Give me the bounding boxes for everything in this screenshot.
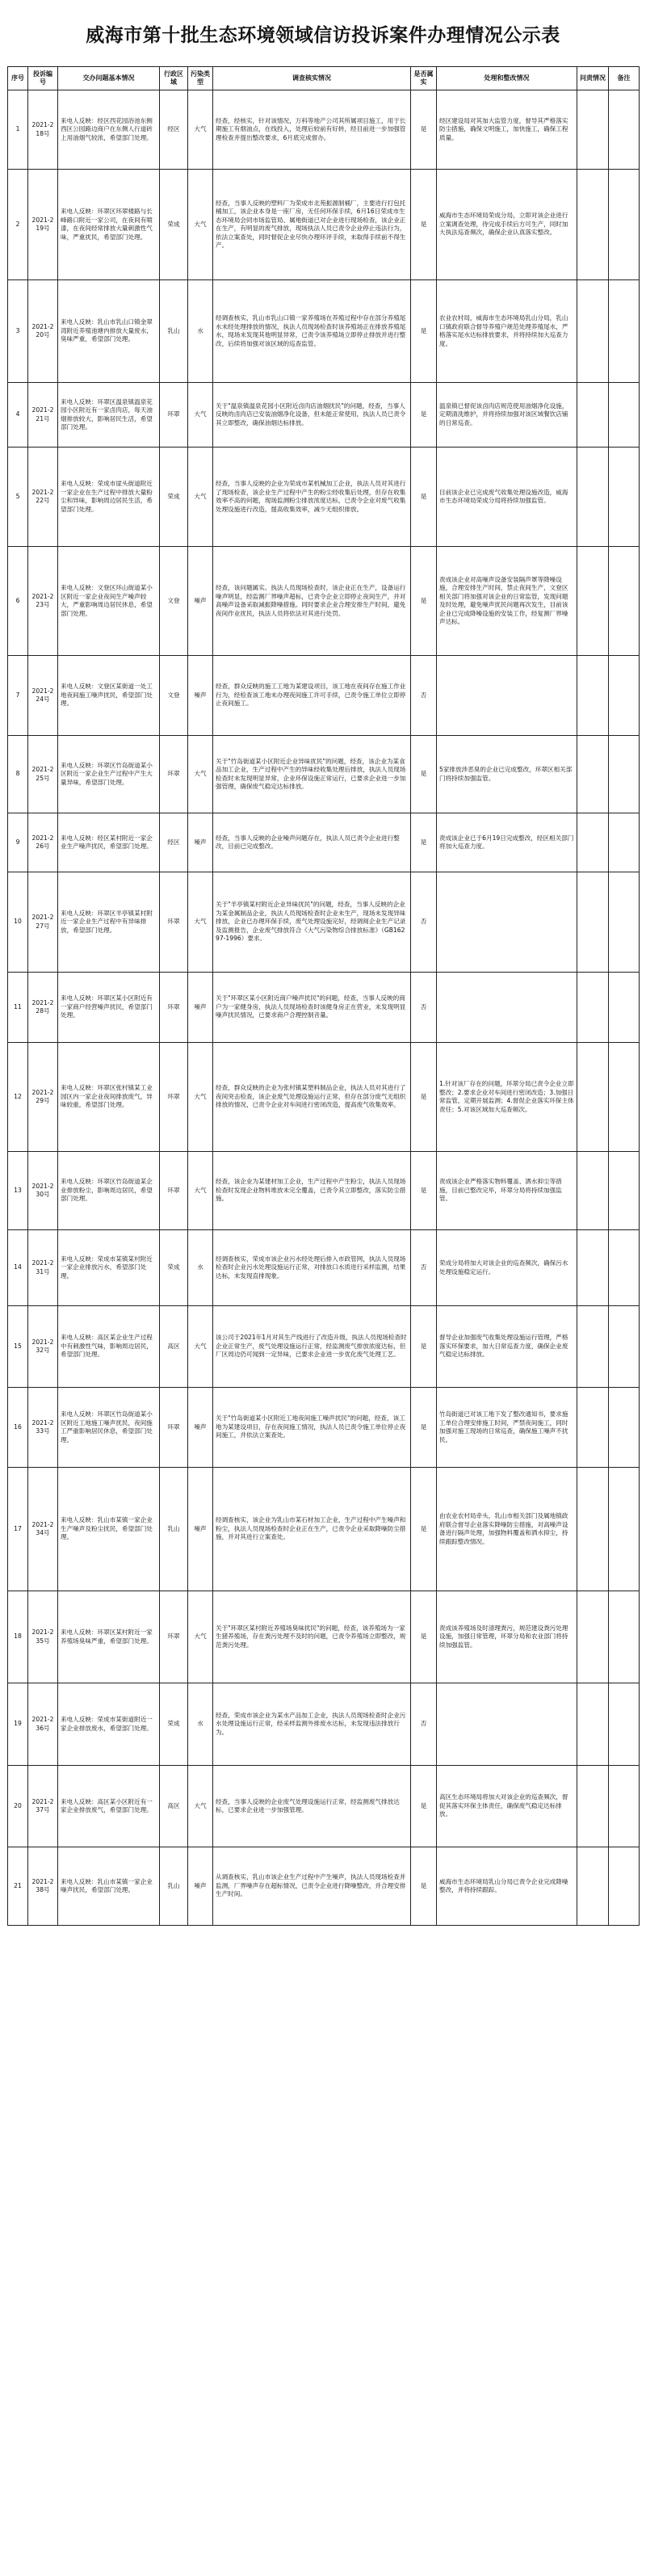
cell-true-flag: 是 [411, 1152, 437, 1230]
cell-issue: 来电人反映：经区西花园浴池东侧西区公园路边商户在东侧人行道砖上用油烟气较浓，希望部门处理。 [58, 90, 160, 170]
cell-investigation: 关于"竹岛街道某小区附近企业异味扰民"的问题，经查，该企业为某食品加工企业，生产过程中产生的异味经收集处理后排放，执法人员现场检查时未发现明显异常，企业环保设施正常运行，已要求企业进一步加强管理，确保废气稳定达标排放。 [213, 736, 411, 813]
cell-accountability [577, 1766, 609, 1847]
cell-handling: 荣成分局将加大对该企业的巡查频次，确保污水处理设施稳定运行。 [437, 1230, 577, 1306]
cell-type: 水 [188, 280, 213, 383]
table-row [8, 736, 640, 813]
cell-remark [609, 1043, 640, 1152]
cell-type: 大气 [188, 170, 213, 280]
cell-code: 2021-220号 [28, 280, 58, 383]
cell-district: 高区 [160, 1306, 188, 1388]
cell-no: 18 [8, 1591, 28, 1683]
cell-no: 17 [8, 1468, 28, 1591]
cell-type: 噪声 [188, 656, 213, 736]
cell-district: 文登 [160, 547, 188, 656]
cell-issue: 来电人反映：文登区环山街道某小区附近一家企业夜间生产噪声较大，严重影响周边居民休息，希望部门处理。 [58, 547, 160, 656]
cell-investigation: 关于"竹岛街道某小区附近工地夜间施工噪声扰民"的问题，经查，该工地为某建设项目，存在夜间施工情况，执法人员已责令施工单位停止夜间施工，并依法立案查处。 [213, 1388, 411, 1468]
cell-accountability [577, 1683, 609, 1766]
cell-type: 噪声 [188, 1468, 213, 1591]
cell-no: 19 [8, 1683, 28, 1766]
cell-investigation: 经查，群众反映的施工工地为某建设项目，该工地在夜间存在施工作业行为，经检查该工地未办理夜间施工许可手续，已责令施工单位立即停止夜间施工。 [213, 656, 411, 736]
cell-type: 噪声 [188, 813, 213, 872]
table-row [8, 813, 640, 872]
cell-investigation: 经查，当事人反映的企业为荣成市某机械加工企业，执法人员对其进行了现场检查，该企业生产过程中产生的粉尘经收集后处理，但存在收集效率不高的问题，现场监测粉尘排放浓度达标，已责令企业对废气收集处理设施进行改造，提高收集效率，减少无组织排放。 [213, 448, 411, 547]
cell-issue: 来电人反映：乳山市某镇一家企业噪声扰民，希望部门处理。 [58, 1847, 160, 1926]
cell-investigation: 从调查核实，乳山市该企业生产过程中产生噪声，执法人员现场检查并监测，厂界噪声存在超标情况，已责令企业进行降噪整改，并合理安排生产时间。 [213, 1847, 411, 1926]
cell-true-flag: 是 [411, 170, 437, 280]
cell-type: 大气 [188, 736, 213, 813]
cell-district: 乳山 [160, 1468, 188, 1591]
cell-handling: 目前该企业已完成废气收集处理设施改造，威海市生态环境局荣成分局将持续加强监管。 [437, 448, 577, 547]
cell-true-flag: 是 [411, 1766, 437, 1847]
cell-remark [609, 973, 640, 1043]
cell-remark [609, 383, 640, 448]
cell-handling [437, 872, 577, 973]
cell-accountability [577, 813, 609, 872]
cell-issue: 来电人反映：环翠区温泉镇温泉花园小区附近有一家卤肉店，每天油烟排放较大，影响居民生活，希望部门处理。 [58, 383, 160, 448]
cell-accountability [577, 547, 609, 656]
cell-remark [609, 1766, 640, 1847]
cell-district: 环翠 [160, 1152, 188, 1230]
cell-remark [609, 448, 640, 547]
cell-investigation: 关于"温泉镇温泉花园小区附近卤肉店油烟扰民"的问题，经查，当事人反映的卤肉店已安装油烟净化设备，但未能正常使用，执法人员已责令其立即整改，确保油烟达标排放。 [213, 383, 411, 448]
cell-district: 环翠 [160, 383, 188, 448]
header-investigation: 调查核实情况 [213, 67, 411, 90]
cell-remark [609, 872, 640, 973]
cell-accountability [577, 1043, 609, 1152]
cell-true-flag: 是 [411, 1306, 437, 1388]
cell-issue: 来电人反映：高区某企业生产过程中有刺激性气味，影响周边居民，希望部门处理。 [58, 1306, 160, 1388]
table-row [8, 656, 640, 736]
cell-true-flag: 是 [411, 1847, 437, 1926]
cell-handling: 威海市生态环境局荣成分局，立即对该企业进行立案调查处理，待完成手续后方可生产，同时加大执法巡查频次，确保企业认真落实整改。 [437, 170, 577, 280]
cell-handling: 温泉镇已督促该卤肉店规范使用油烟净化设施，定期清洗维护，并将持续加强对该区域餐饮店铺的日常巡查。 [437, 383, 577, 448]
cell-remark [609, 1152, 640, 1230]
table-row [8, 1152, 640, 1230]
cell-type: 水 [188, 1683, 213, 1766]
cell-type: 噪声 [188, 547, 213, 656]
header-accountability: 问责情况 [577, 67, 609, 90]
cell-remark [609, 1468, 640, 1591]
cell-remark [609, 547, 640, 656]
cell-handling: 责成该企业对高噪声设备安装隔声罩等降噪设施，合理安排生产时间，禁止夜间生产，文登区相关部门将加强对该企业的日常监管，发现问题及时处理，避免噪声扰民问题再次发生，目前该企业已完成降噪设施的安装工作，经复测厂界噪声达标。 [437, 547, 577, 656]
cell-investigation: 关于"环翠区某村附近养殖场臭味扰民"的问题，经查，该养殖场为一家生猪养殖场，存在粪污处理不及时的问题，已责令养殖场立即整改，规范粪污处理。 [213, 1591, 411, 1683]
cell-district: 环翠 [160, 1388, 188, 1468]
cell-no: 6 [8, 547, 28, 656]
cell-accountability [577, 1152, 609, 1230]
cell-issue: 来电人反映：环翠区竹岛街道某企业排放粉尘，影响周边居民，希望部门处理。 [58, 1152, 160, 1230]
cell-true-flag: 否 [411, 1230, 437, 1306]
cell-code: 2021-236号 [28, 1683, 58, 1766]
cell-investigation: 关于"环翠区某小区附近商户噪声扰民"的问题，经查，当事人反映的商户为一家健身房，执法人员现场检查时该健身房正在营业，未发现明显噪声扰民情况，已要求商户合理控制音量。 [213, 973, 411, 1043]
cell-issue: 来电人反映：环翠区羊亭镇某村附近一家企业生产过程中有异味排放，希望部门处理。 [58, 872, 160, 973]
cell-handling: 由农业农村局牵头，乳山市相关部门及属地镇政府联合督导企业落实降噪防尘措施，对高噪声设备进行隔声处理，加强物料覆盖和洒水抑尘，持续跟踪整改情况。 [437, 1468, 577, 1591]
cell-district: 荣成 [160, 1230, 188, 1306]
cell-handling: 1.针对该厂存在的问题，环翠分局已责令企业立即整改；2.要求企业对车间进行密闭改造；3.加强日常监管，定期开展监测；4.督促企业落实环保主体责任；5.对该区域加大巡查频次。 [437, 1043, 577, 1152]
cell-issue: 来电人反映：环翠区竹岛街道某小区附近一家企业生产过程中产生大量异味，希望部门处理。 [58, 736, 160, 813]
table-row [8, 448, 640, 547]
cell-accountability [577, 736, 609, 813]
cell-issue: 来电人反映：高区某小区附近有一家企业排放废气，希望部门处理。 [58, 1766, 160, 1847]
table-row [8, 547, 640, 656]
cell-true-flag: 是 [411, 547, 437, 656]
cell-code: 2021-223号 [28, 547, 58, 656]
cell-handling [437, 1683, 577, 1766]
cell-type: 大气 [188, 1591, 213, 1683]
cell-code: 2021-233号 [28, 1388, 58, 1468]
cell-handling: 督导企业加强废气收集处理设施运行管理，严格落实环保要求，加大日常巡查力度，确保企业废气稳定达标排放。 [437, 1306, 577, 1388]
cell-true-flag: 否 [411, 1683, 437, 1766]
cell-code: 2021-227号 [28, 872, 58, 973]
cell-type: 大气 [188, 1152, 213, 1230]
header-true-flag: 是否属实 [411, 67, 437, 90]
cell-type: 大气 [188, 1766, 213, 1847]
table-row [8, 872, 640, 973]
cell-type: 水 [188, 1230, 213, 1306]
cell-issue: 来电人反映：环翠区张村镇某工业园区内一家企业夜间排放废气，异味较重，希望部门处理。 [58, 1043, 160, 1152]
cell-true-flag: 否 [411, 872, 437, 973]
cell-issue: 来电人反映：环翠区竹岛街道某小区附近工地施工噪声扰民，夜间施工严重影响居民休息，希望部门处理。 [58, 1388, 160, 1468]
cell-remark [609, 1306, 640, 1388]
cell-remark [609, 813, 640, 872]
cell-issue: 来电人反映：荣成市崖头街道附近一家企业在生产过程中排放大量粉尘和异味，影响周边居民生活，希望部门处理。 [58, 448, 160, 547]
cell-district: 环翠 [160, 973, 188, 1043]
header-handling: 处理和整改情况 [437, 67, 577, 90]
cell-remark [609, 280, 640, 383]
cell-accountability [577, 1306, 609, 1388]
cell-code: 2021-219号 [28, 170, 58, 280]
cell-code: 2021-235号 [28, 1591, 58, 1683]
cell-no: 20 [8, 1766, 28, 1847]
cell-no: 11 [8, 973, 28, 1043]
table-row [8, 1683, 640, 1766]
table-row [8, 1766, 640, 1847]
cell-remark [609, 1591, 640, 1683]
table-row [8, 973, 640, 1043]
cell-code: 2021-234号 [28, 1468, 58, 1591]
cell-district: 环翠 [160, 872, 188, 973]
cell-investigation: 经查，当事人反映的塑料厂为荣成市北苑振源制桶厂，主要进行打包托桶加工，该企业本身是一座厂房，无任何环保手续，6月16日荣成市生态环境局会同市场监管局、属地街道已对企业进行现场检查，该企业正在生产，有明显的废气排放，现场执法人员已责令企业停止违法行为，依法立案查处，同时督促企业尽快办理环评手续，未取得手续前不得生产。 [213, 170, 411, 280]
cell-district: 经区 [160, 813, 188, 872]
cell-true-flag: 是 [411, 280, 437, 383]
cell-accountability [577, 973, 609, 1043]
cell-no: 3 [8, 280, 28, 383]
table-row [8, 90, 640, 170]
cell-district: 经区 [160, 90, 188, 170]
cell-district: 环翠 [160, 736, 188, 813]
cell-issue: 来电人反映：荣成市某街道附近一家企业排放废水，希望部门处理。 [58, 1683, 160, 1766]
cell-accountability [577, 90, 609, 170]
cell-investigation: 经查，当事人反映的企业废气处理设施运行正常，经监测废气排放达标，已要求企业进一步加强管理。 [213, 1766, 411, 1847]
cell-accountability [577, 448, 609, 547]
cell-district: 文登 [160, 656, 188, 736]
cell-investigation: 经查，经核实，针对该情况，万科等地产公司其所属项目施工，用于长期施工有烟油点，在线投入，处理后较前有好转，经目前进一步加强管理检查并提出整改要求，6月底完成督办。 [213, 90, 411, 170]
cell-no: 10 [8, 872, 28, 973]
cell-handling: 责成该养殖场及时清理粪污，规范建设粪污处理设施，加强日常管理，环翠分局和农业部门将持续加强监管。 [437, 1591, 577, 1683]
cell-district: 荣成 [160, 448, 188, 547]
cell-investigation: 经调查核实，乳山市乳山口镇一家养殖场在养殖过程中存在部分养殖尾水未经处理排放的情况，执法人员现场检查时该养殖场正在排放养殖尾水，现场未发现其他明显异常，已责令该养殖场立即停止排放并进行整改，后续将加强对该区域的巡查监管。 [213, 280, 411, 383]
cell-code: 2021-232号 [28, 1306, 58, 1388]
cell-accountability [577, 656, 609, 736]
cell-investigation: 经查，群众反映的企业为张村镇某塑料制品企业，执法人员对其进行了夜间突击检查，该企业废气处理设施运行正常，但存在部分废气无组织排放的情况，已责令企业对车间进行密闭改造，提高废气收集效率。 [213, 1043, 411, 1152]
cell-type: 噪声 [188, 1847, 213, 1926]
cell-handling: 威海市生态环境局乳山分局已责令企业完成降噪整改，并将持续跟踪。 [437, 1847, 577, 1926]
cell-no: 9 [8, 813, 28, 872]
cell-issue: 来电人反映：乳山市乳山口镇金翠湾附近养殖池塘内排放大量废水，臭味严重，希望部门处理。 [58, 280, 160, 383]
cell-handling: 责成该企业严格落实物料覆盖、洒水抑尘等措施，目前已整改完毕，环翠分局将持续加强监管。 [437, 1152, 577, 1230]
cell-true-flag: 是 [411, 383, 437, 448]
cell-code: 2021-238号 [28, 1847, 58, 1926]
cell-true-flag: 是 [411, 90, 437, 170]
cell-code: 2021-225号 [28, 736, 58, 813]
cell-investigation: 经查，该问题属实。执法人员现场检查时，该企业正在生产，设备运行噪声明显，经监测厂界噪声超标，已责令企业立即停止夜间生产，并对高噪声设备采取减振降噪措施。同时要求企业合理安排生产时间，避免夜间作业扰民，执法人员将依法对其进行处罚。 [213, 547, 411, 656]
cell-no: 8 [8, 736, 28, 813]
cell-issue: 来电人反映：环翠区某村附近一家养殖场臭味严重，希望部门处理。 [58, 1591, 160, 1683]
cell-no: 2 [8, 170, 28, 280]
cell-handling: 高区生态环境局将加大对该企业的巡查频次，督促其落实环保主体责任，确保废气稳定达标排放。 [437, 1766, 577, 1847]
cell-accountability [577, 383, 609, 448]
cell-handling: 责成该企业已于6月19日完成整改，经区相关部门将加大巡查力度。 [437, 813, 577, 872]
cell-code: 2021-230号 [28, 1152, 58, 1230]
cell-true-flag: 是 [411, 1468, 437, 1591]
cell-no: 21 [8, 1847, 28, 1926]
header-issue: 交办问题基本情况 [58, 67, 160, 90]
table-row [8, 1230, 640, 1306]
cell-remark [609, 90, 640, 170]
table-body [8, 90, 640, 1926]
table-row [8, 1306, 640, 1388]
cell-issue: 来电人反映：荣成市某镇某村附近一家企业排放污水，希望部门处理。 [58, 1230, 160, 1306]
cell-remark [609, 1388, 640, 1468]
cell-district: 荣成 [160, 1683, 188, 1766]
header-row [8, 67, 640, 90]
cell-type: 大气 [188, 1306, 213, 1388]
header-type: 污染类型 [188, 67, 213, 90]
table-row [8, 1591, 640, 1683]
cell-issue: 来电人反映：文登区某街道一处工地夜间施工噪声扰民，希望部门处理。 [58, 656, 160, 736]
cell-accountability [577, 872, 609, 973]
cell-code: 2021-228号 [28, 973, 58, 1043]
page-title: 威海市第十批生态环境领域信访投诉案件办理情况公示表 [86, 23, 560, 46]
cell-no: 16 [8, 1388, 28, 1468]
cell-code: 2021-237号 [28, 1766, 58, 1847]
cell-investigation: 经调查核实，荣成市该企业污水经处理后排入市政管网，执法人员现场检查时企业污水处理设施运行正常，对排放口水质进行采样监测，结果达标，未发现直排现象。 [213, 1230, 411, 1306]
cell-no: 12 [8, 1043, 28, 1152]
table-row [8, 170, 640, 280]
cell-no: 13 [8, 1152, 28, 1230]
cell-code: 2021-229号 [28, 1043, 58, 1152]
cell-district: 乳山 [160, 1847, 188, 1926]
cell-remark [609, 736, 640, 813]
cell-no: 14 [8, 1230, 28, 1306]
cell-true-flag: 否 [411, 656, 437, 736]
cell-remark [609, 170, 640, 280]
cell-no: 1 [8, 90, 28, 170]
case-table [7, 66, 640, 1926]
cell-accountability [577, 280, 609, 383]
cell-code: 2021-218号 [28, 90, 58, 170]
cell-accountability [577, 170, 609, 280]
header-district: 行政区域 [160, 67, 188, 90]
cell-issue: 来电人反映：经区某村附近一家企业生产噪声扰民，希望部门处理。 [58, 813, 160, 872]
cell-district: 荣成 [160, 170, 188, 280]
cell-remark [609, 1847, 640, 1926]
cell-district: 乳山 [160, 280, 188, 383]
cell-true-flag: 是 [411, 448, 437, 547]
table-row [8, 383, 640, 448]
cell-remark [609, 1230, 640, 1306]
cell-type: 大气 [188, 872, 213, 973]
header-code: 投诉编号 [28, 67, 58, 90]
cell-investigation: 经查，当事人反映的企业噪声问题存在，执法人员已责令企业进行整改，目前已完成整改。 [213, 813, 411, 872]
table-header [8, 67, 640, 90]
cell-type: 大气 [188, 448, 213, 547]
cell-handling: 5家排放涉恶臭的企业已完成整改，环翠区相关部门将持续加强监管。 [437, 736, 577, 813]
cell-issue: 来电人反映：环翠区某小区附近有一家商户经营噪声扰民，希望部门处理。 [58, 973, 160, 1043]
cell-true-flag: 是 [411, 813, 437, 872]
cell-remark [609, 656, 640, 736]
cell-type: 大气 [188, 90, 213, 170]
cell-investigation: 经查，荣成市该企业为某水产品加工企业，执法人员现场检查时企业污水处理设施运行正常，经采样监测外排废水达标，未发现违法排放行为。 [213, 1683, 411, 1766]
cell-no: 15 [8, 1306, 28, 1388]
cell-type: 大气 [188, 383, 213, 448]
cell-district: 环翠 [160, 1591, 188, 1683]
table-row [8, 1043, 640, 1152]
cell-accountability [577, 1468, 609, 1591]
cell-investigation: 关于"羊亭镇某村附近企业异味扰民"的问题，经查，当事人反映的企业为某金属制品企业，执法人员现场检查时企业未生产，现场未发现异味排放，企业已办理环保手续，废气处理设施完好，经调阅企业生产记录及监测报告，企业废气排放符合《大气污染物综合排放标准》（GB16297-1996）要求。 [213, 872, 411, 973]
table-row [8, 280, 640, 383]
cell-type: 大气 [188, 1043, 213, 1152]
cell-accountability [577, 1847, 609, 1926]
cell-type: 噪声 [188, 973, 213, 1043]
cell-handling [437, 656, 577, 736]
cell-investigation: 该公司于2021年1月对其生产线进行了改造升级，执法人员现场检查时企业正常生产，废气处理设施运行正常，经监测废气排放浓度达标，但厂区周边仍可闻到一定异味，已要求企业进一步优化废气处理工艺。 [213, 1306, 411, 1388]
cell-true-flag: 是 [411, 1043, 437, 1152]
cell-handling: 经区建设局对其加大监管力度，督导其严格落实防尘措施，确保文明施工，加快施工，确保工程质量。 [437, 90, 577, 170]
cell-accountability [577, 1230, 609, 1306]
cell-code: 2021-222号 [28, 448, 58, 547]
cell-true-flag: 是 [411, 1591, 437, 1683]
cell-no: 5 [8, 448, 28, 547]
cell-remark [609, 1683, 640, 1766]
cell-handling [437, 973, 577, 1043]
cell-no: 4 [8, 383, 28, 448]
cell-investigation: 经查，该企业为某建材加工企业，生产过程中产生粉尘，执法人员现场检查时发现企业物料堆放未完全覆盖，已责令其立即整改，落实防尘措施。 [213, 1152, 411, 1230]
table-row [8, 1388, 640, 1468]
cell-handling: 农业农村局，威海市生态环境局乳山分局，乳山口镇政府联合督导养殖户规范处理养殖尾水，严格落实尾水达标排放要求，并将持续加大巡查力度。 [437, 280, 577, 383]
cell-district: 环翠 [160, 1043, 188, 1152]
header-no: 序号 [8, 67, 28, 90]
cell-true-flag: 否 [411, 973, 437, 1043]
cell-issue: 来电人反映：环翠区环翠楼路与长峰路口附近一家公司，在夜间有喷漆，在夜间经常排放大量刺激性气味，严重扰民，希望部门处理。 [58, 170, 160, 280]
cell-investigation: 经调查核实，该企业为乳山市某石材加工企业，生产过程中产生噪声和粉尘，执法人员现场检查时企业正在生产，已责令企业采取降噪防尘措施，并对其进行立案查处。 [213, 1468, 411, 1591]
table-row [8, 1847, 640, 1926]
cell-code: 2021-231号 [28, 1230, 58, 1306]
cell-code: 2021-221号 [28, 383, 58, 448]
cell-handling: 竹岛街道已对该工地下发了整改通知书，要求施工单位合理安排施工时间，严禁夜间施工，同时加强对施工现场的日常巡查，确保施工噪声不扰民。 [437, 1388, 577, 1468]
cell-code: 2021-224号 [28, 656, 58, 736]
table-row [8, 1468, 640, 1591]
cell-no: 7 [8, 656, 28, 736]
cell-accountability [577, 1388, 609, 1468]
cell-code: 2021-226号 [28, 813, 58, 872]
header-remark: 备注 [609, 67, 640, 90]
cell-district: 高区 [160, 1766, 188, 1847]
cell-accountability [577, 1591, 609, 1683]
cell-true-flag: 是 [411, 736, 437, 813]
cell-type: 噪声 [188, 1388, 213, 1468]
cell-true-flag: 是 [411, 1388, 437, 1468]
cell-issue: 来电人反映：乳山市某镇一家企业生产噪声及粉尘扰民，希望部门处理。 [58, 1468, 160, 1591]
